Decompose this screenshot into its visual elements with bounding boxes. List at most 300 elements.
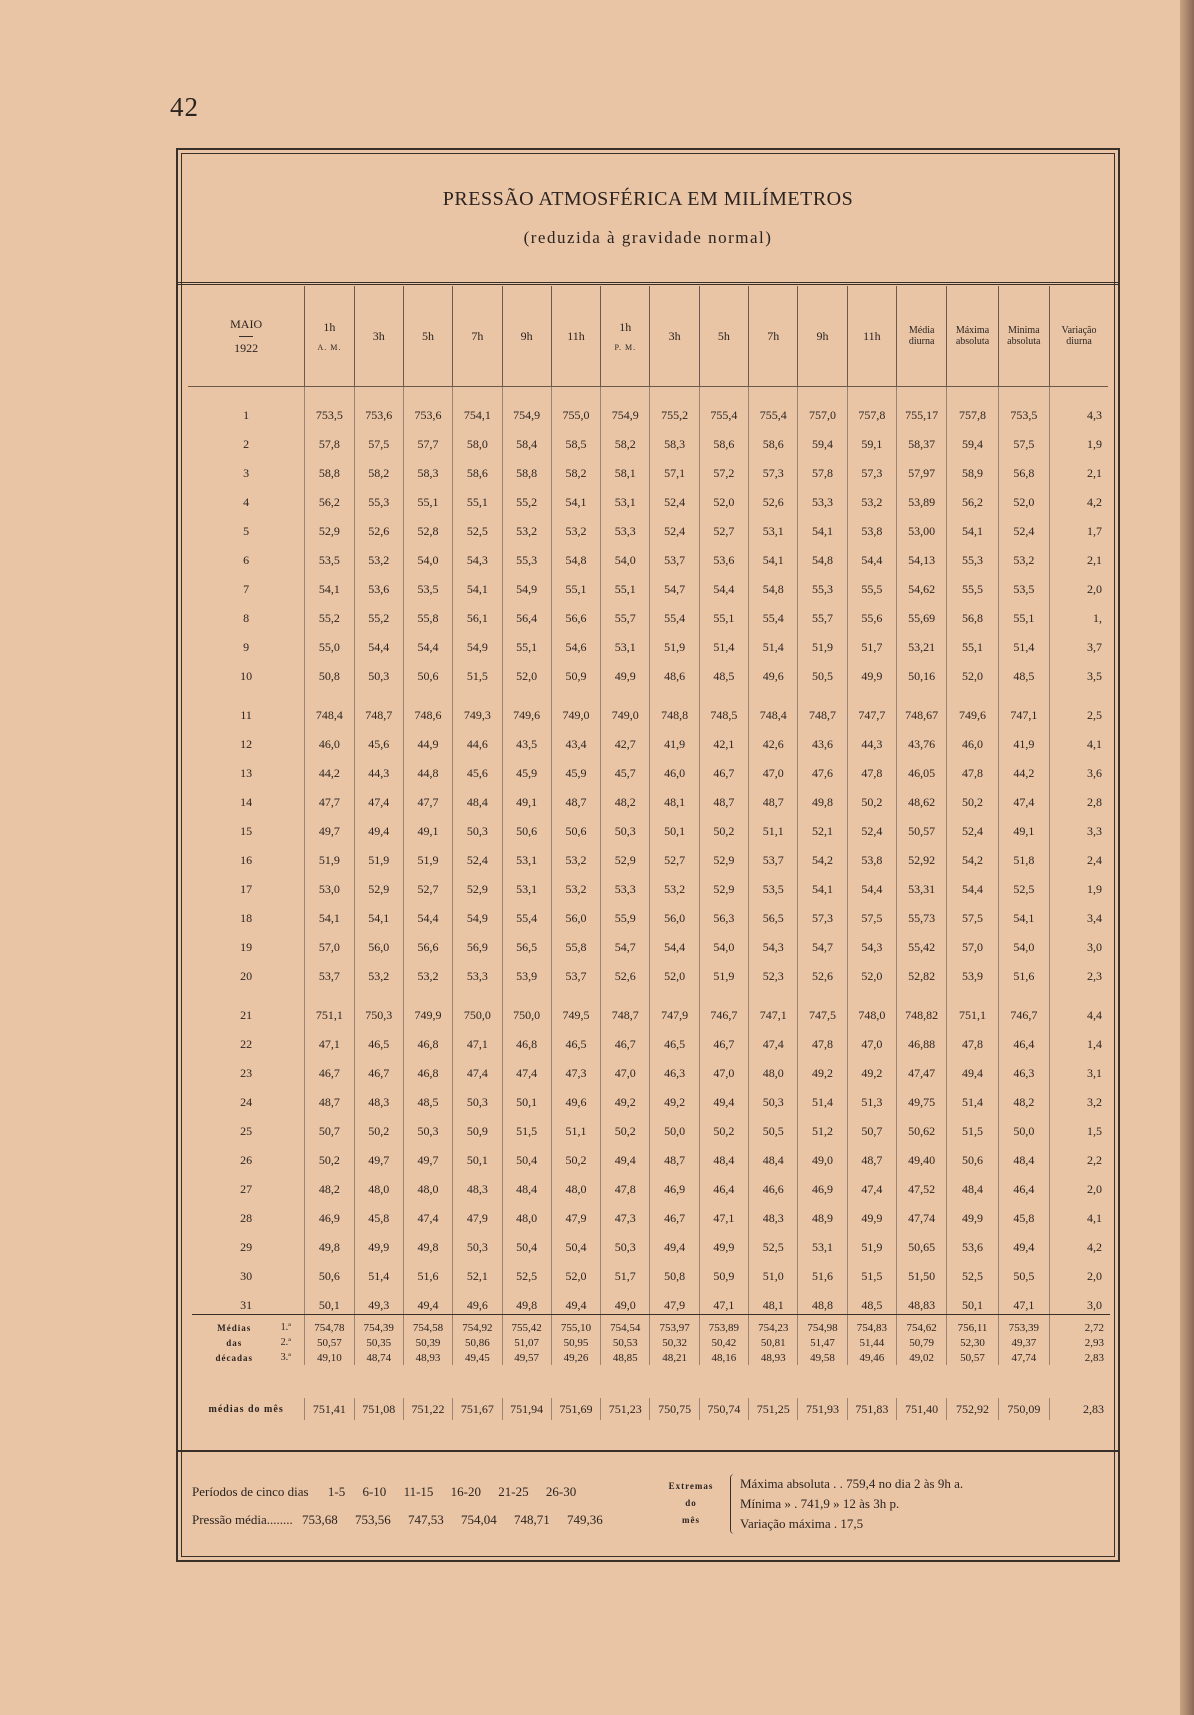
- value-cell: 55,1: [453, 488, 502, 517]
- value-cell: 56,0: [650, 904, 699, 933]
- table-row: [188, 1262, 1108, 1291]
- hour-label: 1h: [619, 320, 632, 334]
- value-cell: 48,2: [305, 1175, 354, 1204]
- value-cell: 54,4: [403, 633, 452, 662]
- value-cell: 44,2: [305, 759, 354, 788]
- value-cell: 43,5: [502, 730, 551, 759]
- value-cell: 55,1: [998, 604, 1049, 633]
- value-cell: 48,0: [502, 1204, 551, 1233]
- value-cell: 56,5: [502, 933, 551, 962]
- decade-label: das: [226, 1337, 243, 1348]
- value-cell: 751,25: [749, 1398, 798, 1420]
- header-text: diurna: [1066, 336, 1092, 347]
- value-cell: 58,5: [551, 430, 600, 459]
- value-cell: 49,9: [699, 1233, 748, 1262]
- value-cell: 50,2: [305, 1146, 354, 1175]
- value-cell: 47,0: [699, 1059, 748, 1088]
- value-cell: 54,4: [847, 875, 896, 904]
- value-cell: 55,1: [699, 604, 748, 633]
- value-cell: 52,6: [601, 962, 650, 991]
- value-cell: 52,0: [998, 488, 1049, 517]
- value-cell: 53,8: [847, 517, 896, 546]
- value-cell: 54,0: [998, 933, 1049, 962]
- value-cell: 52,9: [453, 875, 502, 904]
- value-cell: 54,9: [453, 633, 502, 662]
- value-cell: 49,2: [601, 1088, 650, 1117]
- value-cell: 46,0: [947, 730, 998, 759]
- value-cell: 47,1: [453, 1030, 502, 1059]
- value-cell: 57,8: [798, 459, 847, 488]
- value-cell: 49,2: [798, 1059, 847, 1088]
- value-cell: 1,9: [1049, 875, 1108, 904]
- value-cell: 55,3: [947, 546, 998, 575]
- value-cell: 53,2: [551, 517, 600, 546]
- value-cell: 748,82: [897, 991, 947, 1030]
- value-cell: 49,4: [601, 1146, 650, 1175]
- day-cell: 14: [240, 795, 253, 809]
- value-cell: 51,0: [749, 1262, 798, 1291]
- value-cell: 57,7: [403, 430, 452, 459]
- day-cell: 10: [240, 669, 253, 683]
- value-cell: 55,42: [897, 933, 947, 962]
- hour-label: 9h: [816, 328, 829, 343]
- value-cell: 58,3: [650, 430, 699, 459]
- value-cell: 50,35: [354, 1335, 403, 1350]
- day-cell: 13: [240, 766, 253, 780]
- value-cell: 53,8: [847, 846, 896, 875]
- value-cell: 48,16: [699, 1350, 748, 1365]
- table-row: [188, 387, 1108, 431]
- value-cell: 2,1: [1049, 546, 1108, 575]
- value-cell: 45,9: [551, 759, 600, 788]
- header-text: Variação: [1061, 325, 1097, 336]
- decade-label: Médias: [217, 1322, 252, 1333]
- extreme-max: Máxima absoluta . . 759,4 no dia 2 às 9h a.: [740, 1476, 964, 1491]
- header-text: absoluta: [1007, 336, 1041, 347]
- value-cell: 50,1: [650, 817, 699, 846]
- value-cell: 49,26: [551, 1350, 600, 1365]
- value-cell: 751,22: [403, 1398, 452, 1420]
- value-cell: 3,2: [1049, 1088, 1108, 1117]
- value-cell: 51,6: [798, 1262, 847, 1291]
- value-cell: 2,3: [1049, 962, 1108, 991]
- value-cell: 757,8: [947, 387, 998, 431]
- value-cell: 49,4: [699, 1088, 748, 1117]
- decade-row: [188, 1335, 1108, 1350]
- day-cell: 21: [240, 1008, 253, 1022]
- value-cell: 47,4: [502, 1059, 551, 1088]
- table-row: [188, 430, 1108, 459]
- value-cell: 53,7: [749, 846, 798, 875]
- decade-label: décadas: [215, 1352, 254, 1363]
- value-cell: 53,2: [847, 488, 896, 517]
- value-cell: 45,6: [453, 759, 502, 788]
- value-cell: 48,1: [749, 1291, 798, 1320]
- value-cell: 755,17: [897, 387, 947, 431]
- value-cell: 52,4: [650, 517, 699, 546]
- value-cell: 54,8: [749, 575, 798, 604]
- day-cell: 1: [243, 408, 250, 422]
- value-cell: 46,3: [650, 1059, 699, 1088]
- value-cell: 46,8: [403, 1059, 452, 1088]
- hour-label: 5h: [717, 328, 730, 343]
- value-cell: 50,81: [749, 1335, 798, 1350]
- value-cell: 48,7: [650, 1146, 699, 1175]
- value-cell: 47,52: [897, 1175, 947, 1204]
- value-cell: 51,9: [798, 633, 847, 662]
- value-cell: 50,65: [897, 1233, 947, 1262]
- day-cell: 23: [240, 1066, 253, 1080]
- decade-row: [188, 1320, 1108, 1335]
- table-row: [188, 691, 1108, 730]
- value-cell: 45,7: [601, 759, 650, 788]
- value-cell: 55,7: [798, 604, 847, 633]
- value-cell: 48,1: [650, 788, 699, 817]
- value-cell: 52,92: [897, 846, 947, 875]
- value-cell: 54,1: [798, 875, 847, 904]
- value-cell: 53,1: [749, 517, 798, 546]
- value-cell: 50,5: [749, 1117, 798, 1146]
- value-cell: 58,8: [305, 459, 354, 488]
- value-cell: 48,83: [897, 1291, 947, 1320]
- value-cell: 755,4: [749, 387, 798, 431]
- value-cell: 750,75: [650, 1398, 699, 1420]
- day-cell: 20: [240, 969, 253, 983]
- value-cell: 3,0: [1049, 1291, 1108, 1320]
- value-cell: 754,58: [403, 1320, 452, 1335]
- value-cell: 749,6: [502, 691, 551, 730]
- value-cell: 751,23: [601, 1398, 650, 1420]
- value-cell: 46,0: [305, 730, 354, 759]
- value-cell: 53,1: [601, 488, 650, 517]
- hour-label: 11h: [863, 328, 881, 343]
- value-cell: 48,3: [749, 1204, 798, 1233]
- value-cell: 56,4: [502, 604, 551, 633]
- value-cell: 1,5: [1049, 1117, 1108, 1146]
- value-cell: 54,0: [699, 933, 748, 962]
- value-cell: 1,: [1049, 604, 1108, 633]
- value-cell: 47,8: [601, 1175, 650, 1204]
- value-cell: 50,9: [453, 1117, 502, 1146]
- value-cell: 751,67: [453, 1398, 502, 1420]
- period-value: 26-30: [545, 1484, 577, 1499]
- value-cell: 51,6: [998, 962, 1049, 991]
- value-cell: 753,5: [305, 387, 354, 431]
- value-cell: 58,4: [502, 430, 551, 459]
- value-cell: 58,3: [403, 459, 452, 488]
- header-hour: [749, 286, 798, 387]
- value-cell: 54,1: [305, 575, 354, 604]
- value-cell: 48,74: [354, 1350, 403, 1365]
- value-cell: 49,8: [502, 1291, 551, 1320]
- value-cell: 54,3: [749, 933, 798, 962]
- value-cell: 54,7: [601, 933, 650, 962]
- table-row: [188, 933, 1108, 962]
- value-cell: 48,2: [601, 788, 650, 817]
- value-cell: 50,0: [650, 1117, 699, 1146]
- value-cell: 53,5: [998, 575, 1049, 604]
- value-cell: 53,9: [502, 962, 551, 991]
- value-cell: 51,4: [354, 1262, 403, 1291]
- header-hour: [798, 286, 847, 387]
- value-cell: 4,1: [1049, 1204, 1108, 1233]
- value-cell: 49,9: [354, 1233, 403, 1262]
- title-box: [178, 150, 1118, 285]
- decade-ordinal: 1.ª: [280, 1322, 291, 1333]
- value-cell: 49,6: [749, 662, 798, 691]
- table-row: [188, 546, 1108, 575]
- value-cell: 50,6: [305, 1262, 354, 1291]
- value-cell: 42,7: [601, 730, 650, 759]
- value-cell: 50,3: [403, 1117, 452, 1146]
- value-cell: 751,93: [798, 1398, 847, 1420]
- value-cell: 748,0: [847, 991, 896, 1030]
- value-cell: 751,94: [502, 1398, 551, 1420]
- value-cell: 2,0: [1049, 1175, 1108, 1204]
- value-cell: 49,0: [798, 1146, 847, 1175]
- value-cell: 749,3: [453, 691, 502, 730]
- value-cell: 50,9: [699, 1262, 748, 1291]
- value-cell: 58,1: [601, 459, 650, 488]
- day-cell: 18: [240, 911, 253, 925]
- value-cell: 50,6: [947, 1146, 998, 1175]
- value-cell: 45,9: [502, 759, 551, 788]
- value-cell: 57,5: [354, 430, 403, 459]
- value-cell: 50,4: [502, 1233, 551, 1262]
- value-cell: 52,0: [650, 962, 699, 991]
- value-cell: 47,8: [798, 1030, 847, 1059]
- value-cell: 48,4: [453, 788, 502, 817]
- value-cell: 54,9: [453, 904, 502, 933]
- hour-label: 9h: [520, 328, 533, 343]
- value-cell: 47,9: [453, 1204, 502, 1233]
- value-cell: 3,4: [1049, 904, 1108, 933]
- table-row: [188, 575, 1108, 604]
- value-cell: 3,5: [1049, 662, 1108, 691]
- value-cell: 45,6: [354, 730, 403, 759]
- value-cell: 49,45: [453, 1350, 502, 1365]
- value-cell: 50,79: [897, 1335, 947, 1350]
- value-cell: 58,6: [453, 459, 502, 488]
- value-cell: 750,0: [502, 991, 551, 1030]
- value-cell: 52,4: [847, 817, 896, 846]
- value-cell: 2,0: [1049, 1262, 1108, 1291]
- value-cell: 49,6: [453, 1291, 502, 1320]
- value-cell: 54,1: [998, 904, 1049, 933]
- value-cell: 4,3: [1049, 387, 1108, 431]
- value-cell: 47,74: [897, 1204, 947, 1233]
- value-cell: 42,1: [699, 730, 748, 759]
- value-cell: 50,39: [403, 1335, 452, 1350]
- value-cell: 2,72: [1049, 1320, 1108, 1335]
- value-cell: 55,8: [551, 933, 600, 962]
- value-cell: 53,2: [650, 875, 699, 904]
- value-cell: 50,6: [502, 817, 551, 846]
- value-cell: 755,42: [502, 1320, 551, 1335]
- header-month: [188, 286, 305, 387]
- value-cell: 55,5: [947, 575, 998, 604]
- value-cell: 51,3: [847, 1088, 896, 1117]
- value-cell: 50,2: [354, 1117, 403, 1146]
- value-cell: 56,0: [551, 904, 600, 933]
- value-cell: 55,7: [601, 604, 650, 633]
- value-cell: 49,9: [847, 1204, 896, 1233]
- value-cell: 56,2: [947, 488, 998, 517]
- value-cell: 4,1: [1049, 730, 1108, 759]
- value-cell: 747,1: [998, 691, 1049, 730]
- value-cell: 749,0: [551, 691, 600, 730]
- value-cell: 57,97: [897, 459, 947, 488]
- page-edge: [1180, 0, 1194, 1715]
- value-cell: 54,1: [798, 517, 847, 546]
- value-cell: 55,4: [650, 604, 699, 633]
- value-cell: 49,8: [305, 1233, 354, 1262]
- value-cell: 52,1: [798, 817, 847, 846]
- value-cell: 54,1: [947, 517, 998, 546]
- value-cell: 50,16: [897, 662, 947, 691]
- value-cell: 751,1: [947, 991, 998, 1030]
- value-cell: 4,2: [1049, 488, 1108, 517]
- value-cell: 49,1: [998, 817, 1049, 846]
- value-cell: 48,2: [998, 1088, 1049, 1117]
- value-cell: 746,7: [998, 991, 1049, 1030]
- value-cell: 52,6: [354, 517, 403, 546]
- value-cell: 56,2: [305, 488, 354, 517]
- value-cell: 49,3: [354, 1291, 403, 1320]
- header-text: diurna: [908, 336, 935, 347]
- value-cell: 51,7: [601, 1262, 650, 1291]
- value-cell: 50,42: [699, 1335, 748, 1350]
- value-cell: 747,9: [650, 991, 699, 1030]
- value-cell: 48,93: [749, 1350, 798, 1365]
- value-cell: 48,7: [305, 1088, 354, 1117]
- value-cell: 50,5: [998, 1262, 1049, 1291]
- value-cell: 3,3: [1049, 817, 1108, 846]
- value-cell: 751,41: [305, 1398, 354, 1420]
- value-cell: 51,5: [453, 662, 502, 691]
- value-cell: 54,1: [453, 575, 502, 604]
- day-cell: 17: [240, 882, 253, 896]
- value-cell: 51,9: [699, 962, 748, 991]
- value-cell: 49,10: [305, 1350, 354, 1365]
- value-cell: 54,1: [551, 488, 600, 517]
- value-cell: 2,8: [1049, 788, 1108, 817]
- value-cell: 50,1: [947, 1291, 998, 1320]
- value-cell: 50,53: [601, 1335, 650, 1350]
- value-cell: 51,5: [847, 1262, 896, 1291]
- value-cell: 51,9: [847, 1233, 896, 1262]
- value-cell: 49,9: [601, 662, 650, 691]
- day-cell: 5: [243, 524, 250, 538]
- periods-label: Períodos de cinco dias: [192, 1484, 309, 1499]
- value-cell: 53,2: [354, 962, 403, 991]
- value-cell: 52,9: [699, 875, 748, 904]
- period-value: 16-20: [450, 1484, 482, 1499]
- month-means-label: médias do mês: [208, 1403, 284, 1415]
- value-cell: 46,4: [699, 1175, 748, 1204]
- table-row: [188, 1291, 1108, 1320]
- value-cell: 58,8: [502, 459, 551, 488]
- header-hour: [650, 286, 699, 387]
- value-cell: 48,5: [998, 662, 1049, 691]
- decade-ordinal: 3.ª: [280, 1352, 291, 1363]
- table-frame: [176, 148, 1120, 1562]
- value-cell: 44,3: [354, 759, 403, 788]
- value-cell: 54,1: [305, 904, 354, 933]
- value-cell: 46,0: [650, 759, 699, 788]
- value-cell: 50,57: [305, 1335, 354, 1350]
- value-cell: 55,0: [305, 633, 354, 662]
- extreme-min: Mínima » . 741,9 » 12 às 3h p.: [740, 1496, 900, 1511]
- month-means-table: [188, 1398, 1108, 1420]
- value-cell: 54,0: [403, 546, 452, 575]
- value-cell: 2,5: [1049, 691, 1108, 730]
- value-cell: 50,6: [551, 817, 600, 846]
- periods-row: [192, 1484, 576, 1500]
- value-cell: 754,9: [601, 387, 650, 431]
- value-cell: 59,1: [847, 430, 896, 459]
- value-cell: 50,62: [897, 1117, 947, 1146]
- value-cell: 50,32: [650, 1335, 699, 1350]
- value-cell: 55,6: [847, 604, 896, 633]
- value-cell: 52,0: [551, 1262, 600, 1291]
- value-cell: 57,8: [305, 430, 354, 459]
- value-cell: 50,2: [601, 1117, 650, 1146]
- value-cell: 751,1: [305, 991, 354, 1030]
- value-cell: 50,2: [699, 1117, 748, 1146]
- value-cell: 2,0: [1049, 575, 1108, 604]
- value-cell: 56,3: [699, 904, 748, 933]
- page-number: 42: [170, 92, 199, 122]
- day-cell: 16: [240, 853, 253, 867]
- value-cell: 47,3: [551, 1059, 600, 1088]
- value-cell: 53,1: [502, 875, 551, 904]
- day-cell: 7: [243, 582, 250, 596]
- value-cell: 56,9: [453, 933, 502, 962]
- day-cell: 31: [240, 1298, 253, 1312]
- value-cell: 47,7: [305, 788, 354, 817]
- value-cell: 47,4: [847, 1175, 896, 1204]
- value-cell: 54,4: [650, 933, 699, 962]
- value-cell: 57,2: [699, 459, 748, 488]
- header-hour: [699, 286, 748, 387]
- value-cell: 49,57: [502, 1350, 551, 1365]
- value-cell: 755,2: [650, 387, 699, 431]
- header-media-diurna: [897, 286, 947, 387]
- value-cell: 52,4: [998, 517, 1049, 546]
- table-row: [188, 1146, 1108, 1175]
- value-cell: 56,6: [551, 604, 600, 633]
- value-cell: 48,4: [749, 1146, 798, 1175]
- value-cell: 48,4: [502, 1175, 551, 1204]
- value-cell: 49,9: [847, 662, 896, 691]
- value-cell: 52,6: [749, 488, 798, 517]
- extreme-variation: Variação máxima . 17,5: [740, 1516, 864, 1531]
- value-cell: 57,0: [305, 933, 354, 962]
- value-cell: 49,8: [798, 788, 847, 817]
- value-cell: 47,8: [947, 1030, 998, 1059]
- hour-label: 5h: [422, 328, 435, 343]
- value-cell: 752,92: [947, 1398, 998, 1420]
- value-cell: 48,5: [699, 662, 748, 691]
- value-cell: 56,8: [947, 604, 998, 633]
- value-cell: 53,7: [551, 962, 600, 991]
- value-cell: 54,9: [502, 575, 551, 604]
- day-cell: 2: [243, 437, 250, 451]
- value-cell: 55,2: [502, 488, 551, 517]
- value-cell: 47,3: [601, 1204, 650, 1233]
- value-cell: 754,39: [354, 1320, 403, 1335]
